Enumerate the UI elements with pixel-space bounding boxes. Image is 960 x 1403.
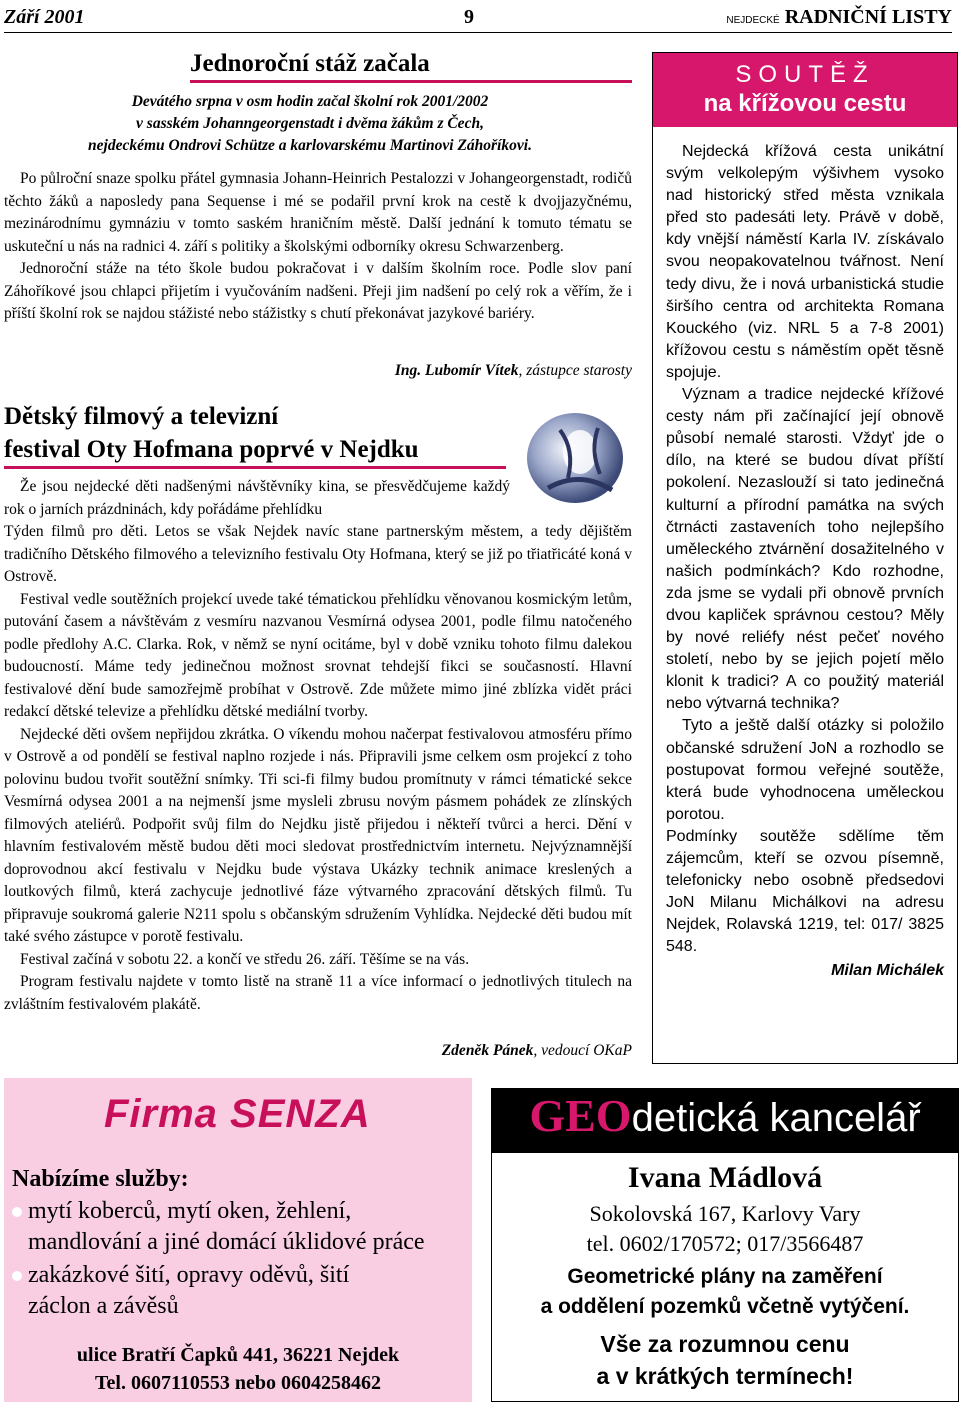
paragraph: Týden filmů pro děti. Letos se však Nejdek navíc stane partnerským městem, a tedy dějištěm tradičního Dětského filmového a televizního festivalu Oty Hofmana, který se již po třiatřicáté koná v Ostrově. [4,523,632,585]
page-header [4,2,952,33]
geo-service-line: Geometrické plány na zaměření [567,1265,883,1288]
article2-title [4,400,504,466]
issue-date: Září 2001 [4,6,85,28]
geo-service-line: a oddělení pozemků včetně vytýčení. [540,1295,910,1318]
masthead-big: RADNIČNÍ LISTY [784,6,952,28]
page-number: 9 [464,6,474,28]
paragraph: Po půlroční snaze spolku přátel gymnasia Johann-Heinrich Pestalozzi v Johangeorgenstadt, rodičů těchto žáků a naposledy pana Sequense i mé se podařil první krok na cestě k dvojjazyčnému, mezinárodnímu gymnáziu v tomto saském hraničním městě. Další jednání k tomuto tématu se uskuteční u nás na radnici 4. září s politiky a školskými odborníky okresu Schwarzenberg. [4,170,632,255]
paragraph: Festival začíná v sobotu 22. a končí ve středu 26. září. Těšíme se na vás. [20,950,470,968]
paragraph: Nejdecké děti ovšem nepřijdou zkrátka. O víkendu mohou načerpat festivalovou atmosféru přímo v Ostrově a od pondělí se festival naplno rozjede i nás. Připravili jsme celkem osm projekcí z toho polovinu budou tvořit soutěžní snímky. Tři sci-fi filmy budou promítnuty v rámci tématické sekce Vesmírná odysea 2001 a na nejmenší jsme mysleli zbrusu novým pásmem pohádek ze zlínských filmových ateliérů. Podpořit svůj film do Nejdku jistě přijedou i někteří tvůrci a herci. Dění v hlavním festivalovém městě budou děti moci sledovat prostřednictvím internetu. Nejvýznamnější doprovodnou akcí festivalu v Nejdku bude výstava Ukázky technik animace kreslených a loutkových filmů, která zachycuje jednotlivé fáze výtvarného zpracování dětských filmů. Tu připravuje soukromá galerie N211 spolu s občanským sdružením Vyhlídka. Nejdecké děti budou mít také svého zástupce v porotě festivalu. [4,725,632,945]
ad-senza [4,1078,472,1402]
article1-rule [190,80,632,83]
paragraph: Program festivalu najdete v tomto listě na straně 11 a více informací o jednotlivých titulech na zvláštním festivalovém plakátě. [4,973,632,1013]
contest-signature: Milan Michálek [831,962,944,980]
service-item-cont: záclon a závěsů [28,1293,179,1319]
geo-phone: tel. 0602/170572; 017/3566487 [586,1231,864,1256]
article1-body [4,168,632,326]
geo-slogan-line: Vše za rozumnou cenu [600,1331,850,1357]
title-line: festival Oty Hofmana poprvé v Nejdku [4,436,419,463]
contest-title: SOUTĚŽ [735,61,875,88]
author-name: Ing. Lubomír Vítek [394,362,519,379]
contest-box [652,52,958,1064]
author-role: , zástupce starosty [518,362,632,379]
service-line: zakázkové šití, opravy oděvů, šití [28,1262,350,1288]
article2-body [4,521,632,1016]
lead-line: nejdeckému Ondrovi Schütze a karlovarskému Martinovi Záhoříkovi. [88,137,532,154]
service-item [12,1260,349,1291]
article2-signature [360,1042,632,1060]
lead-line: v sasském Johanngeorgenstadt i dvěma žákům z Čech, [136,115,484,132]
senza-title: Firma SENZA [104,1092,371,1136]
senza-address: ulice Bratří Čapků 441, 36221 Nejdek [76,1344,400,1366]
paragraph: Význam a tradice nejdecké křížové cesty nám při začínající její obnově působí nemalé starosti. Vždyť jde o dílo, na které se budou dívat příští pokolení. Nezaslouží si tato jedinečná kulturní a přírodní památka na svých čtrnácti zastaveních toho nejlepšího uměleckého ztvárnění dosažitelného v našich podmínkách? Kdo rozhodne, zda jsme se vydali při obnově prvních dvou kapliček správnou cestou? Měly by nové reliéfy nést pečeť nového století, nebo by se jejich pojetí mělo klonit k tradici? A co použitý materiál nebo výtvarná technika? [666,386,944,713]
author-role: , vedoucí OKaP [533,1042,632,1059]
author-name: Zdeněk Pánek [441,1042,534,1059]
festival-logo-icon [520,400,630,510]
paragraph: Podmínky soutěže sdělíme těm zájemcům, kteří se ozvou písemně, telefonicky nebo osobně předsedovi JoN Milanu Michálkovi na adresu Nejdek, Rolavská 1219, tel: 017/ 3825 548. [666,827,944,956]
paragraph: Jednoroční stáže na této škole budou pokračovat i v dalším školním roce. Podle slov paní Záhoříkové jsou chlapci přijetím i vyučováním nadšeni. Přeji jim nadšení po celý rok a věřím, že i příští školní rok se najdou stážisté nebo stážistky s chutí překonávat jazykové bariéry. [4,260,632,322]
paragraph: Festival vedle soutěžních projekcí uvede také tématickou přehlídku věnovanou kosmickým letům, putování časem a návštěvám z vesmíru nazvanou Vesmírná odysea 2001, podle filmu natočeného podle předlohy A.C. Clarka. Rok, v němž se nyní ocitáme, byl v době vzniku tohoto filmu dalekou budoucností. Máme tedy jedinečnou možnost srovnat tehdejší fikci se současností. Hlavní festivalové dění bude samozřejmě probíhat v Ostrově. Zde můžete mimo jiné zblízka vidět práci redakcí dětské televize a přehlídku dětské mediální tvorby. [4,590,632,720]
paragraph: Že jsou nejdecké děti nadšenými návštěvníky kina, se přesvědčujeme každý rok o jarních prázdninách, kdy pořádáme přehlídku [4,478,510,518]
geo-title-rest: detická kancelář [631,1096,921,1140]
article1-lead [40,91,580,157]
geo-slogan-line: a v krátkých termínech! [596,1363,854,1389]
article2-intro [4,476,510,521]
article1-signature [350,362,632,380]
geo-name: Ivana Mádlová [627,1161,823,1194]
service-line: mytí koberců, mytí oken, žehlení, [28,1198,352,1224]
service-item-cont: mandlování a jiné domácí úklidové práce [28,1229,425,1255]
geo-street: Sokolovská 167, Karlovy Vary [589,1201,861,1226]
contest-body [666,141,944,983]
ad-geodetic-office [491,1088,959,1402]
geo-title-accent: GEO [529,1090,632,1141]
contest-header [653,53,957,127]
article2-rule [4,466,506,469]
masthead-small: NEJDECKÉ [726,15,780,26]
bullet-icon [12,1207,22,1217]
bullet-icon [12,1271,22,1281]
service-item [12,1196,351,1227]
senza-subtitle: Nabízíme služby: [12,1166,189,1192]
article1-title: Jednoroční stáž začala [190,50,430,77]
paragraph: Nejdecká křížová cesta unikátní svým velkolepým výšivhem vysoko nad historický střed města vznikala před sto padesáti lety. Právě v době, kdy vnější náměstí Karla IV. získávalo svou neopakovatelnou tvářnost. Není tedy divu, že i nová urbanistická studie širšího centra od architekta Romana Kouckého (viz. NRL 5 a 7-8 2001) křížovou cestu s náměstím opět těsně spojuje. [666,143,944,381]
senza-phone: Tel. 0607110553 nebo 0604258462 [95,1372,381,1394]
lead-line: Devátého srpna v osm hodin začal školní rok 2001/2002 [131,93,489,110]
paragraph: Tyto a ještě další otázky si položilo občanské sdružení JoN a rozhodlo se postupovat formou veřejné soutěže, která bude vyhodnocena uměleckou porotou. [666,717,944,823]
geo-header [492,1089,958,1153]
title-line: Dětský filmový a televizní [4,403,279,430]
contest-subtitle: na křížovou cestu [703,90,907,117]
masthead [726,6,952,29]
